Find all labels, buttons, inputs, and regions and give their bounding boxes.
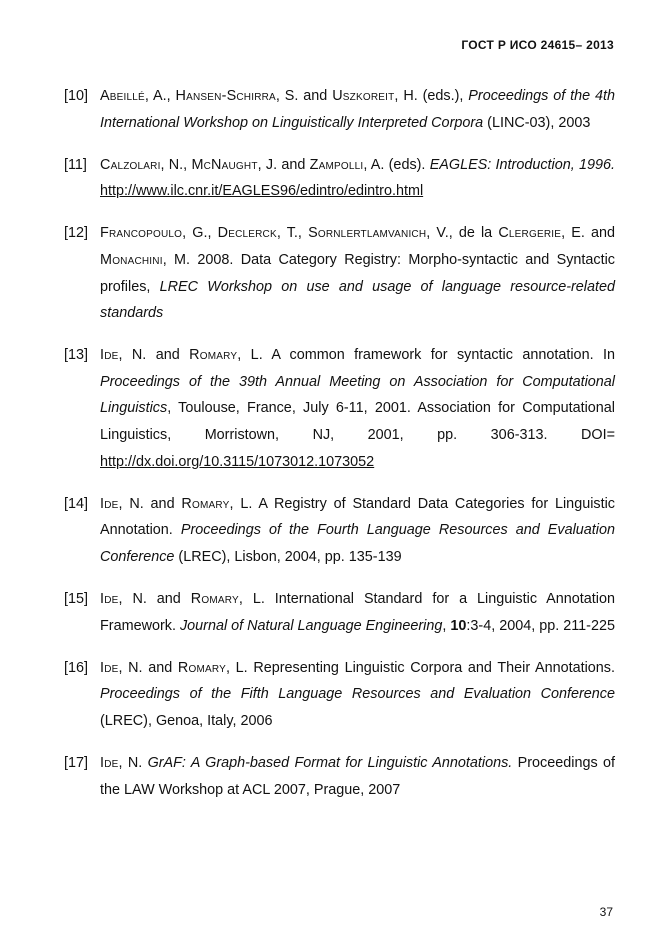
reference-item xyxy=(64,152,615,205)
reference-fragment: (LINC-03), 2003 xyxy=(483,114,591,131)
author-name: Monachini xyxy=(100,251,163,268)
reference-item xyxy=(64,491,615,571)
reference-item xyxy=(64,342,615,475)
page-number: 37 xyxy=(599,905,613,919)
reference-text xyxy=(100,586,615,639)
author-name: Francopoulo xyxy=(100,225,183,242)
author-name: Romary xyxy=(181,495,230,512)
reference-link[interactable]: http://dx.doi.org/10.3115/1073012.1073052 xyxy=(100,453,375,470)
reference-fragment: , N. and xyxy=(118,591,191,607)
reference-fragment: , N. and xyxy=(118,347,190,364)
reference-fragment: , N. xyxy=(118,754,148,771)
author-name: McNaught xyxy=(191,156,258,173)
author-name: Clergerie xyxy=(498,225,562,242)
author-name: Romary xyxy=(189,347,238,364)
reference-text xyxy=(100,750,615,803)
reference-fragment: Proceedings of the LAW Workshop at ACL 2007, Prague, 2007 xyxy=(100,754,615,798)
author-name: Abeillé xyxy=(100,88,145,104)
reference-fragment: , M. 2008. Data Category Registry: Morpho-syntactic and Syntactic profiles, xyxy=(100,251,615,295)
reference-fragment: , T., xyxy=(276,225,309,242)
reference-number: [12] xyxy=(64,225,89,242)
author-name: Declerck xyxy=(217,225,277,242)
reference-fragment: (LREC), Lisbon, 2004, pp. 135-139 xyxy=(174,548,402,565)
reference-list xyxy=(64,83,615,819)
reference-text xyxy=(100,491,615,571)
author-name: Uszkoreit xyxy=(332,88,395,104)
publication-title: LREC Workshop on use and usage of language resource-related standards xyxy=(100,278,615,322)
reference-number: [15] xyxy=(64,591,89,607)
author-name: Ide xyxy=(100,495,119,512)
reference-fragment: , xyxy=(442,617,451,634)
reference-text xyxy=(100,655,615,735)
reference-fragment: , J. and xyxy=(257,156,310,173)
publication-title: Proceedings of the 4th International Workshop on Linguistically Interpreted Corpora xyxy=(100,88,616,131)
publication-title: Proceedings of the 39th Annual Meeting on Association for Computational Linguistics xyxy=(100,373,615,417)
publication-title: Proceedings of the Fourth Language Resources and Evaluation Conference xyxy=(100,522,616,565)
reference-text xyxy=(100,342,615,475)
author-name: Sornlertlamvanich xyxy=(308,225,427,242)
reference-fragment: , A. (eds). xyxy=(363,156,430,173)
document-header: ГОСТ Р ИСО 24615– 2013 xyxy=(461,38,614,52)
reference-item xyxy=(64,220,615,326)
reference-number: [14] xyxy=(64,495,89,512)
author-name: Ide xyxy=(100,659,119,676)
reference-number: [17] xyxy=(64,754,89,771)
author-name: Ide xyxy=(100,591,119,607)
reference-fragment: , E. and xyxy=(561,225,615,242)
author-name: Calzolari xyxy=(100,156,161,173)
publication-title: GrAF: A Graph-based Format for Linguistic Annotations. xyxy=(147,754,513,771)
reference-number: [11] xyxy=(64,156,87,173)
author-name: Ide xyxy=(100,347,119,364)
reference-fragment: , N. and xyxy=(118,495,182,512)
reference-fragment: , G., xyxy=(182,225,218,242)
reference-fragment: , V., de la xyxy=(426,225,499,242)
reference-fragment: , L. A Registry of Standard Data Categories for Linguistic Annotation. xyxy=(100,495,615,539)
reference-item xyxy=(64,655,615,735)
reference-fragment: , A., xyxy=(144,88,176,104)
publication-title: Journal of Natural Language Engineering xyxy=(179,617,443,634)
reference-item xyxy=(64,586,615,639)
reference-number: [13] xyxy=(64,347,89,364)
author-name: Hansen-Schirra xyxy=(175,88,276,104)
reference-text xyxy=(100,152,615,205)
reference-fragment: , L. A common framework for syntactic annotation. In xyxy=(237,347,615,364)
author-name: Ide xyxy=(100,754,119,771)
reference-fragment: (LREC), Genoa, Italy, 2006 xyxy=(100,712,273,729)
reference-number: [10] xyxy=(64,88,89,104)
reference-fragment: , S. and xyxy=(275,88,333,104)
reference-fragment: , L. Representing Linguistic Corpora and Their Annotations. xyxy=(226,659,615,676)
author-name: Romary xyxy=(190,591,239,607)
reference-text xyxy=(100,83,615,136)
publication-title: Proceedings of the Fifth Language Resources and Evaluation Conference xyxy=(100,686,615,703)
reference-fragment: , N. and xyxy=(118,659,178,676)
publication-title: EAGLES: Introduction, 1996. xyxy=(429,156,615,173)
volume-number: 10 xyxy=(450,617,467,634)
reference-fragment: , Toulouse, France, July 6-11, 2001. Association for Computational Linguistics, Morristown, NJ, 2001, pp. 306-313. DOI= xyxy=(100,400,615,444)
reference-item xyxy=(64,83,615,136)
author-name: Zampolli xyxy=(309,156,364,173)
author-name: Romary xyxy=(177,659,226,676)
reference-fragment: , N., xyxy=(160,156,192,173)
reference-link[interactable]: http://www.ilc.cnr.it/EAGLES96/edintro/edintro.html xyxy=(100,183,424,200)
reference-number: [16] xyxy=(64,659,89,676)
reference-fragment: , H. (eds.), xyxy=(394,88,469,104)
reference-fragment: :3-4, 2004, pp. 211-225 xyxy=(466,617,615,634)
reference-fragment: , L. International Standard for a Linguistic Annotation Framework. xyxy=(100,591,615,634)
reference-text xyxy=(100,220,615,326)
reference-item xyxy=(64,750,615,803)
